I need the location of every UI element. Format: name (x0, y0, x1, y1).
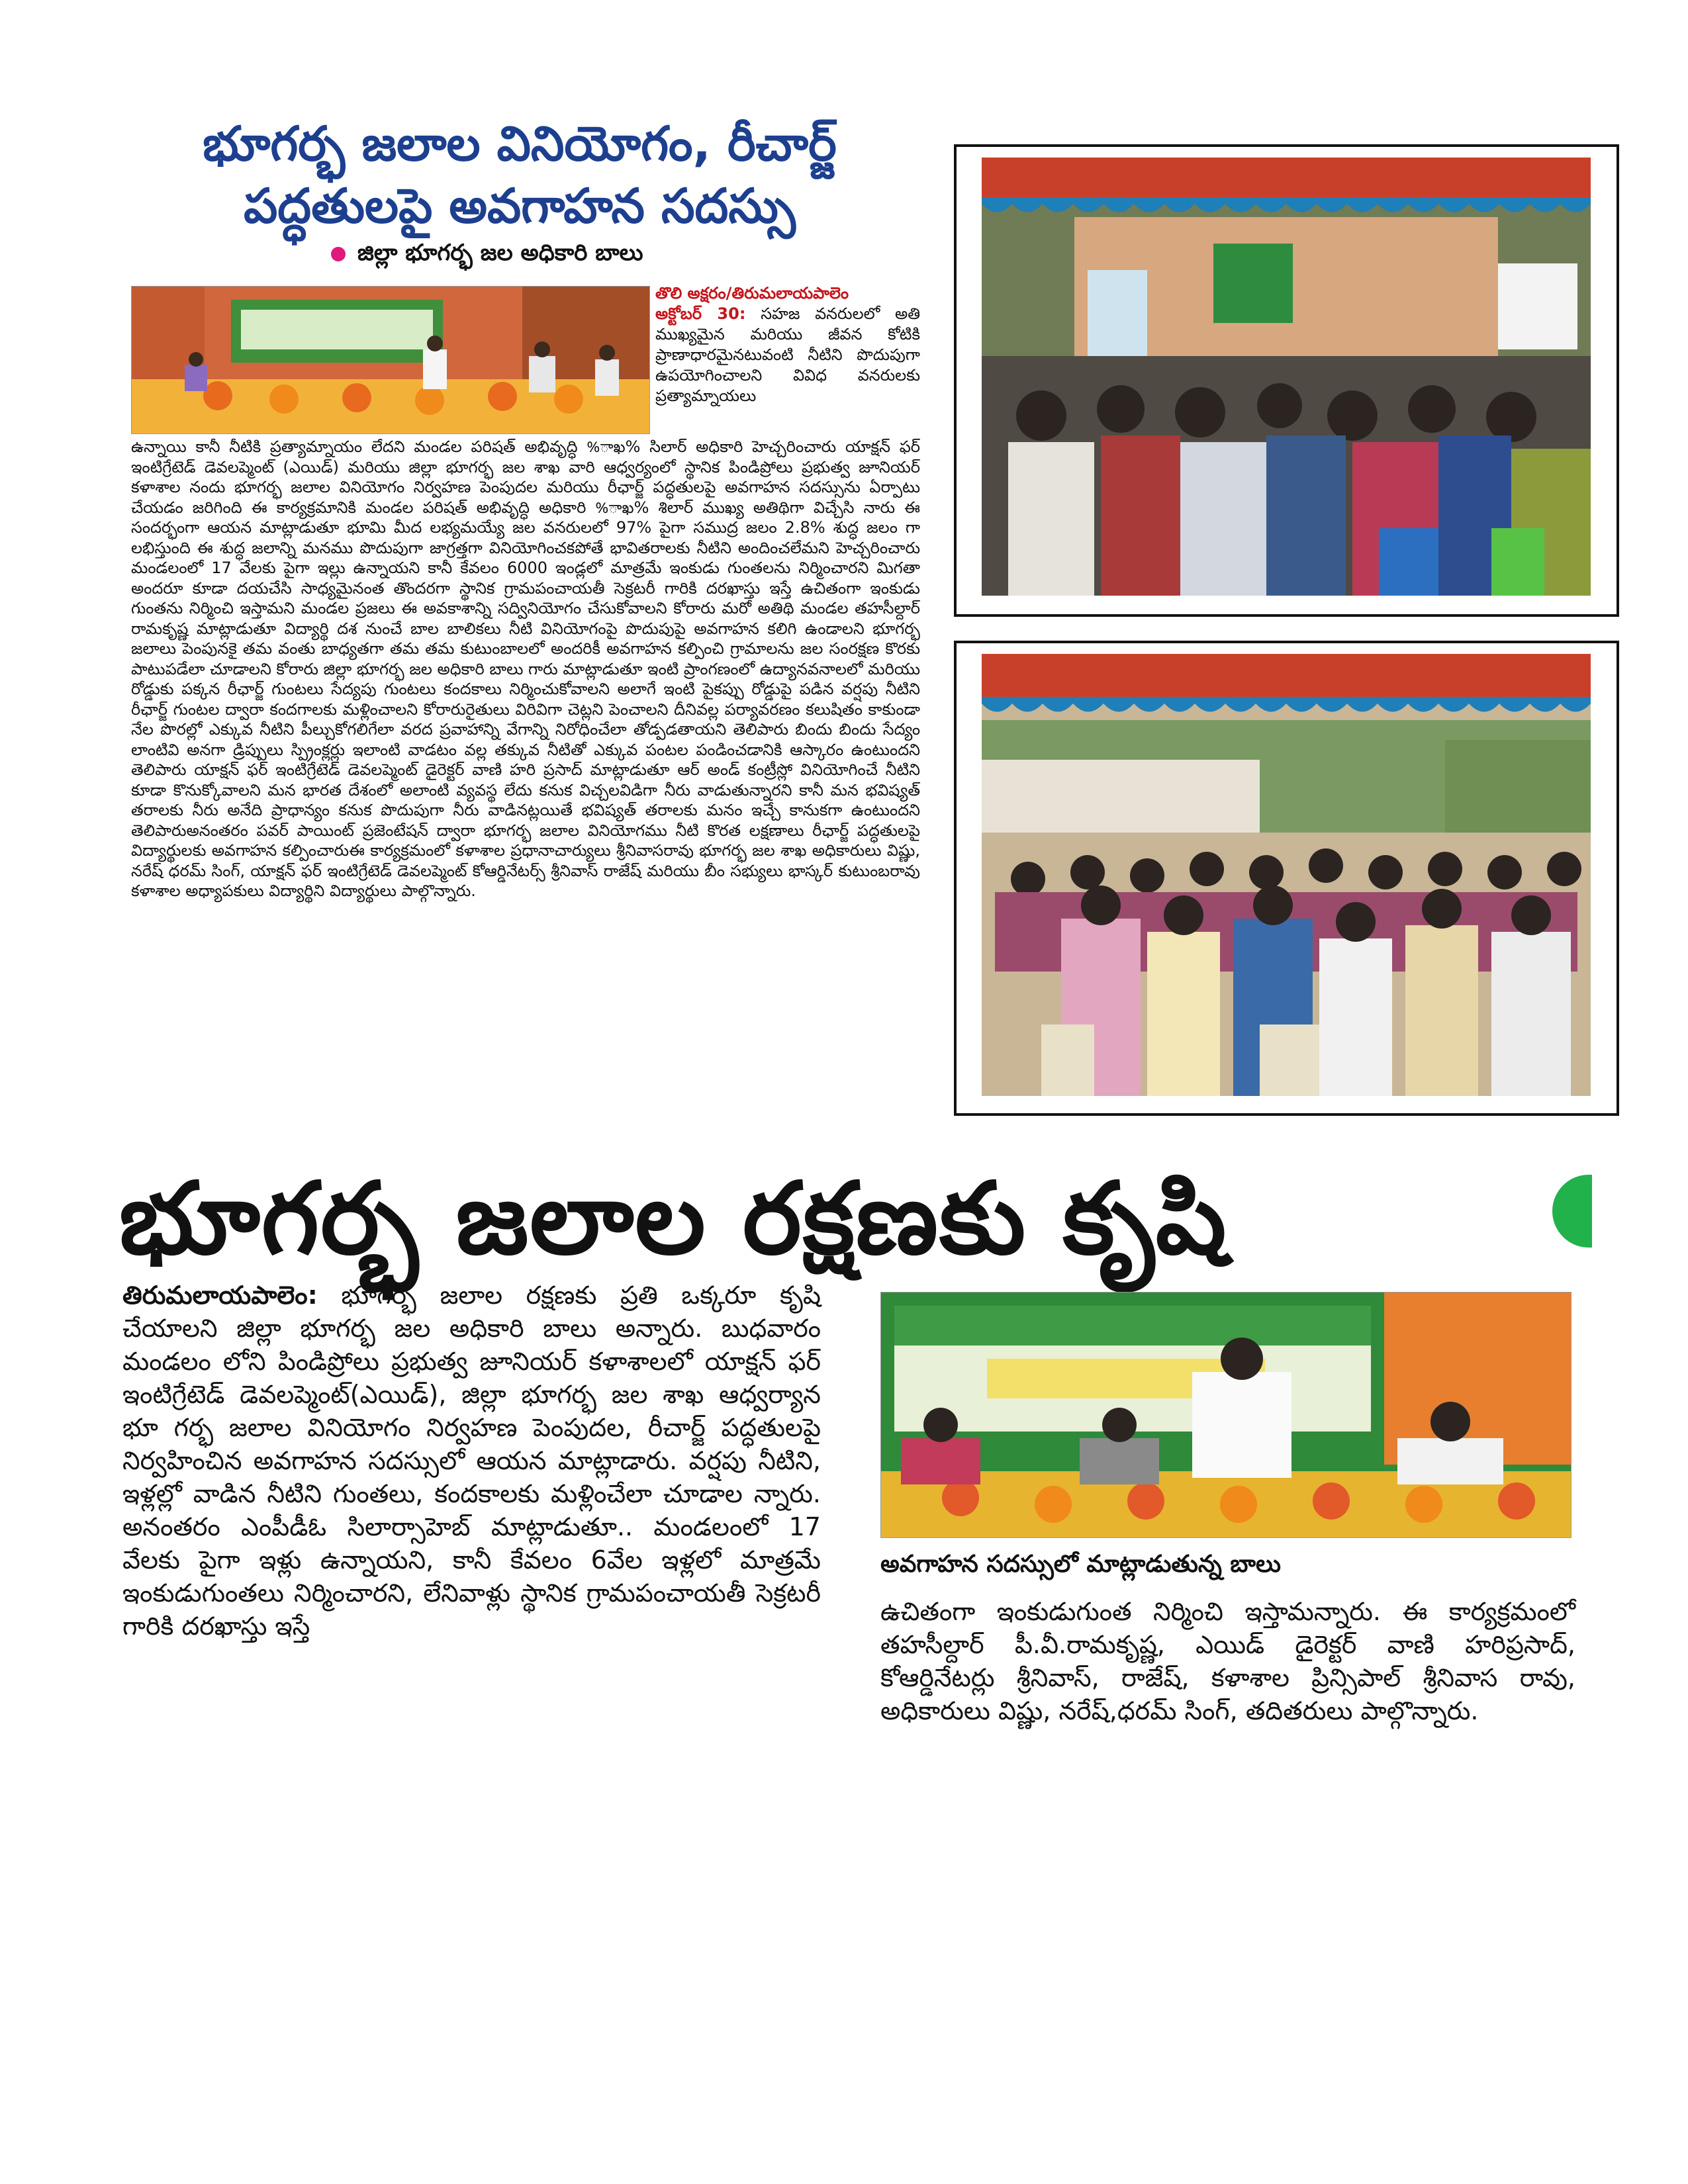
photo-frame-audience-2 (954, 641, 1619, 1116)
audience-photo-1-drawing (982, 158, 1591, 596)
article1-subheadline-text: జిల్లా భూగర్భ జల అధికారి బాలు (357, 240, 643, 266)
article2-headline: భూగర్భ జలాల రక్షణకు కృషి (119, 1161, 1228, 1277)
article1-date: అక్టోబర్ 30: (655, 304, 746, 323)
audience-photo-2 (982, 654, 1591, 1096)
article2-column2: ఉచితంగా ఇంకుడుగుంత నిర్మించి ఇస్తామన్నారు. ఈ కార్యక్రమంలో తహసీల్దార్ పీ.వీ.రామకృష్ణ, ఎయిడ్ డైరెక్టర్ వాణి హరిప్రసాద్, కోఆర్డినేటర్లు శ్రీనివాస్, రాజేష్, కళాశాల ప్రిన్సిపాల్ శ్రీనివాస రావు, అధికారులు విష్ణు, నరేష్,ధరమ్ సింగ్, తదితరులు పాల్గొన్నారు. (880, 1597, 1575, 1725)
article2-column1-text: భూగర్భ జలాల రక్షణకు ప్రతి ఒక్కరూ కృషి చేయాలని జిల్లా భూగర్భ జల అధికారి బాలు అన్నారు. బుధవారం మండలం లోని పిండిప్రోలు ప్రభుత్వ జూనియర్ కళాశాలలో యాక్షన్ ఫర్ ఇంటిగ్రేటెడ్ డెవలప్మెంట్(ఎయిడ్), జిల్లా భూగర్భ జల శాఖ ఆధ్వర్యాన భూ గర్భ జలాల వినియోగం నిర్వహణ పెంపుదల, రీచార్జ్ పద్ధతులపై నిర్వహించిన అవగాహన సదస్సులో ఆయన మాట్లాడారు. వర్షపు నీటిని, ఇళ్లల్లో వాడిన నీటిని గుంతలు, కందకాలకు మళ్లించేలా చూడాల న్నారు. అనంతరం ఎంపీడీఓ సిలార్సాహెబ్ మాట్లాడుతూ.. మండలంలో 17 వేలకు పైగా ఇళ్లు ఉన్నాయని, కానీ కేవలం 6వేల ఇళ్లలో మాత్రమే ఇంకుడుగుంతలు నిర్మించారని, లేనివాళ్లు స్థానిక గ్రామపంచాయతీ సెక్రటరీ గారికి దరఖాస్తు ఇస్తే (122, 1281, 821, 1641)
article1-dateline: తొలి అక్షరం/తిరుమలాయపాలెం (655, 284, 849, 302)
article1-headline-line2: పద్ధతులపై అవగాహన సదస్సు (244, 178, 796, 234)
article2-column1 (122, 1279, 821, 1643)
stage-photo-speaker-drawing (881, 1293, 1571, 1537)
article2-dateline: తిరుమలాయపాలెం: (122, 1281, 318, 1310)
bullet-icon (331, 247, 346, 261)
stage-photo-small (131, 286, 650, 434)
article1-body: ఉన్నాయి కానీ నీటికి ప్రత్యామ్నాయం లేదని మండల పరిషత్ అభివృద్ధి %ాఖ% సిలార్ అధికారి హెచ్చరించారు యాక్షన్ ఫర్ ఇంటిగ్రేటెడ్ డెవలప్మెంట్ (ఎయిడ్) మరియు జిల్లా భూగర్భ జల శాఖ వారి ఆధ్వర్యంలో స్థానిక పిండిప్రోలు ప్రభుత్వ జూనియర్ కళాశాల నందు భూగర్భ జలాల వినియోగం నిర్వహణ పెంపుదల మరియు రీఛార్జ్ పద్ధతులపై అవగాహన సదస్సును ఏర్పాటు చేయడం జరిగింది ఈ కార్యక్రమానికి మండల పరిషత్ అభివృద్ధి అధికారి %ాఖ% శిలార్ ముఖ్య అతిథిగా విచ్చేసి నారు ఈ సందర్భంగా ఆయన మాట్లాడుతూ భూమి మీద లభ్యమయ్యే జల వనరులలో 97% పైగా సముద్ర జలం 2.8% శుద్ధ జలం గా లభిస్తుంది ఈ శుద్ధ జలాన్ని మనము పొదుపుగా జాగ్రత్తగా వినియోగించకపోతే భావితరాలకు నీటిని అందించలేమని హెచ్చరించారు మండలంలో 17 వేలకు పైగా ఇల్లు ఉన్నాయని కానీ కేవలం 6000 ఇండ్లలో మాత్రమే ఇంకుడు గుంతలను నిర్మించారని మిగతా అందరూ కూడా దయచేసి సాధ్యమైనంత తొందరగా స్థానిక గ్రామపంచాయతీ సెక్రటరీ గారికి దరఖాస్తు ఇస్తే ఉచితంగా ఇంకుడు గుంతను నిర్మించి ఇస్తామని మండల ప్రజలు ఈ అవకాశాన్ని సద్వినియోగం చేసుకోవాలని కోరారు మరో అతిథి మండల తహసీల్దార్ రామకృష్ణ మాట్లాడుతూ విద్యార్థి దశ నుంచే బాల బాలికలు నీటి వినియోగంపై పొదుపుపై అవగాహన కలిగి ఉండాలని భూగర్భ జలాలు పెంపునకై తమ వంతు బాధ్యతగా తమ తమ కుటుంబాలలో అందరికీ అవగాహన కల్పించి గ్రామాలను జల సంరక్షణ కొరకు పాటుపడేలా చూడాలని కోరారు జిల్లా భూగర్భ జల అధికారి బాలు గారు మాట్లాడుతూ ఇంటి ప్రాంగణంలో ఉద్యానవనాలలో మరియు రోడ్డుకు పక్కన రీఛార్జ్ గుంటలు సేద్యపు గుంటలు కందకాలు నిర్మించుకోవాలని అలాగే ఇంటి పైకప్పు రోడ్డుపై పడిన వర్షపు నీటిని రీఛార్జ్ గుంటల ద్వారా కందగాలకు మళ్లించాలని కోరారురైతులు విరివిగా చెట్లని పెంచాలని దీనివల్ల పర్యావరణం కలుషితం కాకుండా నేల పొరల్లో ఎక్కువ నీటిని పీల్చుకోగలిగేలా వరద ప్రవాహాన్ని వేగాన్ని నిరోధించేలా తోడ్పడతాయని తెలిపారు బిందు బిందు సేద్యం లాంటివి అనగా డ్రిప్పులు స్ప్రింక్లర్లు ఇలాంటి వాడటం వల్ల తక్కువ నీటితో ఎక్కువ పంటల పండించడానికి ఆస్కారం ఉంటుందని తెలిపారు యాక్షన్ ఫర్ ఇంటిగ్రేటెడ్ డెవలప్మెంట్ డైరెక్టర్ వాణి హరి ప్రసాద్ మాట్లాడుతూ ఆర్ అండ్ కంట్రీస్లో వినియోగించే నీటిని కూడా కొనుక్కోవాలని మన భారత దేశంలో అలాంటి వ్యవస్థ లేదు కనుక విచ్చలవిడిగా నీరు వాడుతున్నారని కానీ మన భవిష్యత్ తరాలకు నీరు అనేది ప్రాధాన్యం కనుక పొదుపుగా నీరు వాడినట్లయితే భవిష్యత్ తరాలకు మనం ఇచ్చే కానుకగా ఉంటుందని తెలిపారుఅనంతరం పవర్ పాయింట్ ప్రజెంటేషన్ ద్వారా భూగర్భ జలాల వినియోగము నీటి కొరత లక్షణాలు రీఛార్జ్ పద్ధతులపై విద్యార్థులకు అవగాహన కల్పించారుఈ కార్యక్రమంలో కళాశాల ప్రధానాచార్యులు శ్రీనివాసరావు భూగర్భ జల శాఖ అధికారులు విష్ణు, నరేష్ ధరమ్ సింగ్, యాక్షన్ ఫర్ ఇంటిగ్రేటెడ్ డెవలప్మెంట్ కోఆర్డినేటర్స్ శ్రీనివాస్ రాజేష్ మరియు బీం సభ్యులు భాస్కర్ కుటుంబరావు కళాశాల అధ్యాపకులు విద్యార్థిని విద్యార్థులు పాల్గొన్నారు. (131, 437, 920, 900)
article1-headline-line1: భూగర్భ జలాల వినియోగం, రీచార్జ్ (203, 116, 837, 171)
stage-photo-speaker (880, 1292, 1571, 1538)
photo-frame-audience-1 (954, 144, 1619, 617)
article1-headline (113, 113, 927, 237)
stage-photo-small-drawing (132, 287, 649, 433)
article1-intro-text: సహజ వనరులలో అతి ముఖ్యమైన మరియు జీవన కోటికి ప్రాణాధారమైనటువంటి నీటిని పొదుపుగా ఉపయోగించాలని వివిధ వనరులకు ప్రత్యామ్నాయలు (655, 304, 920, 405)
article1-subheadline (331, 240, 808, 271)
audience-photo-1 (982, 158, 1591, 596)
photo-caption: అవగాహన సదస్సులో మాట్లాడుతున్న బాలు (880, 1551, 1281, 1578)
article1-intro (655, 283, 920, 406)
audience-photo-2-drawing (982, 654, 1591, 1096)
